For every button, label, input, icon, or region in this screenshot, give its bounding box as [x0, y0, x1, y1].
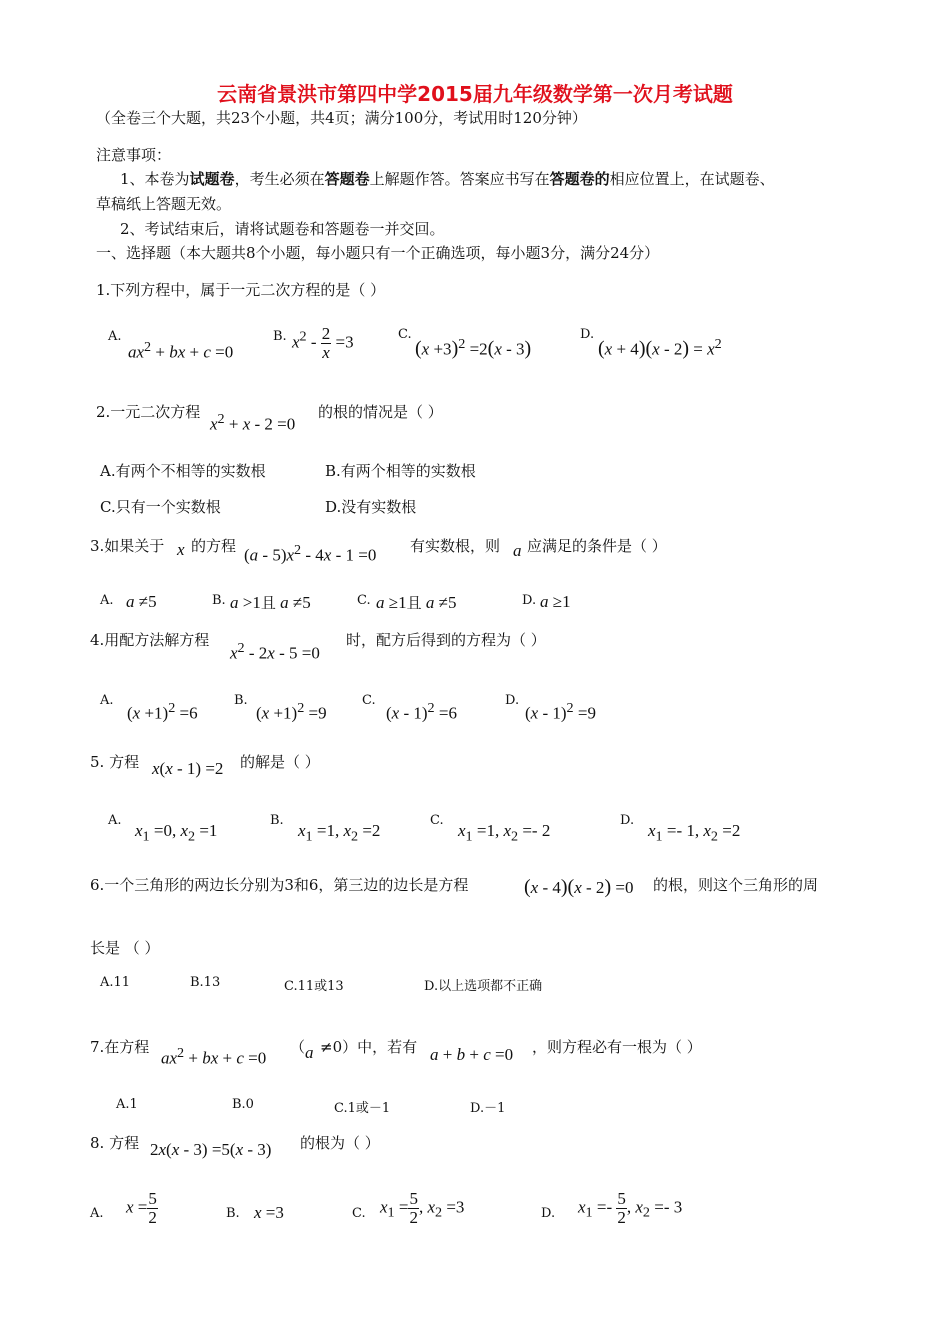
q3-equation: $(a - 5)x^2 - 4x - 1 =0$ — [244, 542, 377, 565]
q7-option-c: C.1或－1 — [334, 1101, 391, 1116]
q7-equation: $ax^2$ + bx + c =0 — [161, 1045, 267, 1068]
question-4-stem-b: 时，配方后得到的方程为（ ） — [346, 631, 546, 649]
question-6-stem-b: 的根，则这个三角形的周 — [653, 876, 819, 894]
q6-option-a: A.11 — [100, 975, 131, 990]
question-3-stem-a: 3.如果关于 — [90, 537, 165, 555]
question-6-stem-c: 长是 （ ） — [90, 939, 160, 957]
q3-option-b-formula: a >1且 a ≠5 — [230, 593, 311, 612]
q8-option-c-label: C. — [352, 1206, 366, 1221]
q4-equation: $x^2 - 2x - 5 =0$ — [230, 640, 320, 663]
question-8-stem-a: 8. 方程 — [90, 1134, 140, 1152]
notice-item-2: 2、考试结束后，请将试题卷和答题卷一并交回。 — [120, 220, 445, 238]
question-6-stem-a: 6.一个三角形的两边长分别为3和6，第三边的边长是方程 — [90, 876, 469, 894]
question-1-stem: 1.下列方程中，属于一元二次方程的是（ ） — [96, 281, 386, 299]
q5-option-d-formula: $x_1 =- 1$, $x_2 =2$ — [648, 821, 741, 845]
q1-option-c-formula: $(x +3)^2 =2(x - 3)$ — [415, 336, 532, 360]
q5-option-a-label: A. — [108, 813, 122, 828]
q4-option-c-label: C. — [362, 693, 376, 708]
q5-option-c-formula: $x_1 =1$, $x_2 =- 2$ — [458, 821, 551, 845]
question-4-stem-a: 4.用配方法解方程 — [90, 631, 210, 649]
question-7-stem-a: 7.在方程 — [90, 1038, 150, 1056]
section-heading: 一、选择题（本大题共8个小题，每小题只有一个正确选项，每小题3分，满分24分） — [96, 244, 660, 262]
q8-option-b-formula: x =3 — [254, 1203, 284, 1222]
question-2-stem-a: 2.一元二次方程 — [96, 403, 201, 421]
question-7-stem-b: （ — [290, 1038, 306, 1056]
q8-equation: 2x(x - 3) =5(x - 3) — [150, 1140, 272, 1159]
q8-option-a-formula: x = $\frac{5}{2}$ — [126, 1189, 157, 1227]
q3-option-a-label: A. — [100, 593, 114, 608]
question-3-stem-c: 有实数根，则 — [410, 537, 501, 555]
q1-option-a-formula: $ax^2$ + bx + c =0 — [128, 339, 234, 362]
q6-option-c: C.11或13 — [284, 979, 344, 994]
question-5-stem-b: 的解是（ ） — [240, 753, 320, 771]
question-2-stem-b: 的根的情况是（ ） — [318, 403, 443, 421]
q1-option-b-formula: $x^2$ - $\frac{2}{x}$ =3 — [292, 324, 354, 362]
question-7-stem-d: ，则方程必有一根为（ ） — [532, 1038, 702, 1056]
q5-option-d-label: D. — [620, 813, 635, 828]
q1-option-d-formula: $(x + 4)(x - 2) = x^2$ — [598, 336, 722, 360]
q8-option-a-label: A. — [90, 1206, 104, 1221]
q5-equation: x(x - 1) =2 — [152, 759, 224, 778]
q6-option-d: D.以上选项都不正确 — [424, 979, 543, 994]
question-3-stem-b: 的方程 — [191, 537, 237, 555]
page-title: 云南省景洪市第四中学2015届九年级数学第一次月考试题 — [217, 82, 733, 106]
q5-option-c-label: C. — [430, 813, 444, 828]
q4-option-c-formula: (x - 1)$^2$ =6 — [386, 700, 457, 723]
q2-option-d: D.没有实数根 — [325, 498, 417, 516]
q1-option-d-label: D. — [580, 327, 595, 342]
q6-equation: (x - 4)(x - 2) =0 — [524, 876, 634, 898]
q8-option-b-label: B. — [226, 1206, 240, 1221]
q2-option-b: B.有两个相等的实数根 — [325, 462, 476, 480]
q2-equation: $x^2 + x - 2 =0$ — [210, 411, 296, 434]
q4-option-a-label: A. — [100, 693, 114, 708]
q1-option-a-label: A. — [108, 329, 122, 344]
q5-option-a-formula: $x_1 =0$, $x_2 =1$ — [135, 821, 218, 845]
question-8-stem-b: 的根为（ ） — [300, 1134, 380, 1152]
q8-option-d-formula: $x_1$ =- $\frac{5}{2}$ , $x_2 =- 3$ — [578, 1189, 683, 1227]
q4-option-b-label: B. — [234, 693, 248, 708]
q5-option-b-formula: $x_1 =1$, $x_2 =2$ — [298, 821, 381, 845]
q3-option-c-label: C. — [357, 593, 371, 608]
q3-option-d-formula: a ≥1 — [540, 592, 571, 611]
q7-option-a: A.1 — [116, 1097, 138, 1112]
question-7-stem-c: ≠0）中，若有 — [320, 1038, 418, 1056]
q7-condition: a + b + c =0 — [430, 1045, 514, 1064]
q4-option-a-formula: $(x +1)^2 =6$ — [127, 700, 198, 723]
q4-option-d-label: D. — [505, 693, 520, 708]
q3-option-b-label: B. — [212, 593, 226, 608]
q2-option-a: A.有两个不相等的实数根 — [100, 462, 266, 480]
notice-item-1: 1、本卷为试题卷，考生必须在答题卷上解题作答。答案应书写在答题卷的相应位置上，在试题卷、 — [120, 170, 775, 188]
question-3-stem-d: 应满足的条件是（ ） — [527, 537, 667, 555]
q3-var-a: a — [513, 541, 522, 560]
q6-option-b: B.13 — [190, 975, 221, 990]
q7-option-d: D.－1 — [470, 1101, 506, 1116]
q2-option-c: C.只有一个实数根 — [100, 498, 221, 516]
q4-option-b-formula: $(x +1)^2 =9$ — [256, 700, 327, 723]
q3-var-x: x — [177, 540, 185, 559]
q8-option-c-formula: $x_1$ = $\frac{5}{2}$ , $x_2 =3$ — [380, 1189, 465, 1227]
q5-option-b-label: B. — [270, 813, 284, 828]
q3-option-a-formula: a ≠5 — [126, 592, 157, 611]
notice-heading: 注意事项： — [96, 146, 172, 164]
q7-var-a: a — [305, 1043, 314, 1062]
question-5-stem-a: 5. 方程 — [90, 753, 140, 771]
exam-info: （全卷三个大题，共23个小题，共4页；满分100分，考试用时120分钟） — [96, 109, 587, 127]
q3-option-c-formula: a ≥1且 a ≠5 — [376, 593, 457, 612]
q1-option-c-label: C. — [398, 327, 412, 342]
notice-item-1-cont: 草稿纸上答题无效。 — [96, 195, 232, 213]
q3-option-d-label: D. — [522, 593, 537, 608]
q7-option-b: B.0 — [232, 1097, 254, 1112]
q8-option-d-label: D. — [541, 1206, 556, 1221]
q1-option-b-label: B. — [273, 329, 287, 344]
q4-option-d-formula: (x - 1)$^2$ =9 — [525, 700, 596, 723]
